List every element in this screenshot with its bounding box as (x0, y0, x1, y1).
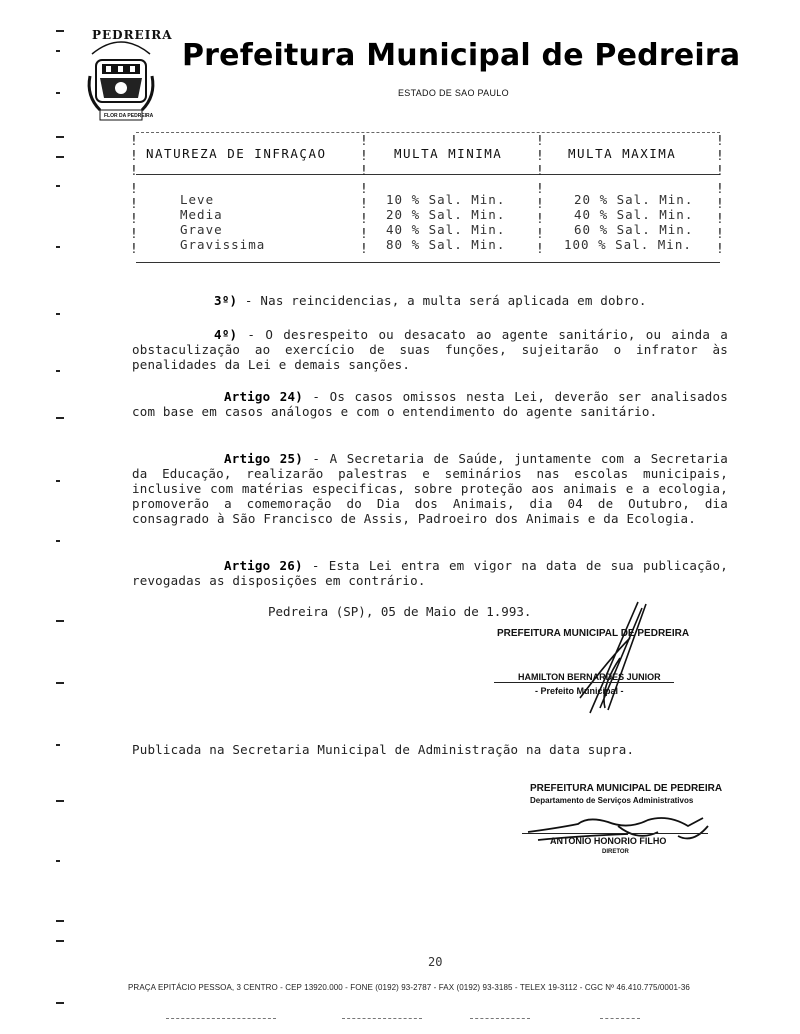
article-text: - Esta Lei entra em vigor na data de sua publicação, revogadas as disposições em contrário. (132, 558, 728, 588)
cell-natureza: Media (180, 207, 223, 222)
signature-line (522, 833, 708, 834)
paragraph-label: 4º) (214, 327, 238, 342)
cell-natureza: Grave (180, 222, 223, 237)
mayor-signature (560, 598, 660, 718)
cell-maxima: 40 % Sal. Min. (574, 207, 694, 222)
crest-motto: FLOR DA PEDREIRA (104, 113, 154, 119)
page-number: 20 (428, 955, 443, 969)
signature-line (494, 682, 674, 683)
header-multa-maxima: MULTA MAXIMA (568, 146, 677, 161)
paragraph-text: - Nas reincidencias, a multa será aplicada em dobro. (237, 293, 647, 308)
header-natureza: NATUREZA DE INFRAÇAO (146, 146, 327, 161)
signature-org: PREFEITURA MUNICIPAL DE PEDREIRA (530, 783, 723, 794)
cell-natureza: Gravissima (180, 237, 266, 252)
signature-dept: Departamento de Serviços Administrativos (530, 796, 694, 805)
paragraph-4 (132, 327, 728, 372)
cell-maxima: 60 % Sal. Min. (574, 222, 694, 237)
article-text: - A Secretaria de Saúde, juntamente com a Secretaria da Educação, realizarão palestras e seminários nas escolas municipais, inclusive com matérias especificas, sobre proteção aos animais e a ecologia, promoverão a comemoração do Dia dos Animais, dia 04 de Outubro, dia consagrado à São Francisco de Assis, Padroeiro dos Animais e da Ecologia. (132, 451, 728, 526)
date-line: Pedreira (SP), 05 de Maio de 1.993. (268, 604, 532, 619)
signature-name: HAMILTON BERNARDES JUNIOR (518, 672, 661, 682)
cell-maxima: 100 % Sal. Min. (564, 237, 692, 252)
article-text: - Os casos omissos nesta Lei, deverão ser analisados com base em casos análogos e com o entendimento do agente sanitário. (132, 389, 728, 419)
paragraph-label: 3º) (214, 293, 238, 308)
state-subtitle: ESTADO DE SAO PAULO (398, 88, 509, 98)
footer-divider (600, 1018, 640, 1019)
footer-divider (166, 1018, 276, 1019)
article-label: Artigo 26) (224, 558, 303, 573)
footer-divider (342, 1018, 422, 1019)
signature-role: - Prefeito Municipal - (535, 686, 624, 696)
publication-note (132, 742, 728, 757)
cell-maxima: 20 % Sal. Min. (574, 192, 694, 207)
header-multa-minima: MULTA MINIMA (394, 146, 503, 161)
publication-text: Publicada na Secretaria Municipal de Administração na data supra. (132, 742, 635, 757)
signature-org: PREFEITURA MUNICIPAL DE PEDREIRA (497, 628, 690, 639)
page-title: Prefeitura Municipal de Pedreira (182, 38, 741, 73)
cell-natureza: Leve (180, 192, 215, 207)
cell-minima: 80 % Sal. Min. (386, 237, 506, 252)
paragraph-text: - O desrespeito ou desacato ao agente sanitário, ou ainda a obstaculização ao exercício de suas funções, sujeitarão o infrator às penalidades da Lei e demais sanções. (132, 327, 728, 372)
article-26 (132, 558, 728, 588)
article-25 (132, 451, 728, 526)
signature-name: ANTONIO HONORIO FILHO (550, 836, 667, 846)
signature-role: DIRETOR (602, 849, 629, 855)
article-label: Artigo 25) (224, 451, 303, 466)
crest-lettering: PEDREIRA (92, 28, 173, 42)
footer-divider (470, 1018, 530, 1019)
footer-address: PRAÇA EPITÁCIO PESSOA, 3 CENTRO - CEP 13920.000 - FONE (0192) 93-2787 - FAX (0192) 93-3185 - TELEX 19-3112 - CGC Nº 46.410.775/0001-36 (128, 983, 690, 992)
cell-minima: 10 % Sal. Min. (386, 192, 506, 207)
fines-table: ! ! ! ! ! ! ! ! ! ! ! ! ! ! ! ! ! ! ! ! ! ! ! ! ! ! ! ! ! ! ! ! NATUREZA DE INFRAÇAO MULTA MINIMA MULTA MAXIMA Leve 10 % Sal. Min. 20 % Sal. Min. Media 20 % Sal. Min. 40 % Sal. Min. Grave 40 % Sal. Min. 60 % Sal. Min. Gravissima 80 % Sal. Min. 100 % Sal. Min. (128, 132, 720, 266)
cell-minima: 20 % Sal. Min. (386, 207, 506, 222)
article-24 (132, 389, 728, 419)
cell-minima: 40 % Sal. Min. (386, 222, 506, 237)
article-label: Artigo 24) (224, 389, 303, 404)
paragraph-3 (132, 293, 728, 308)
